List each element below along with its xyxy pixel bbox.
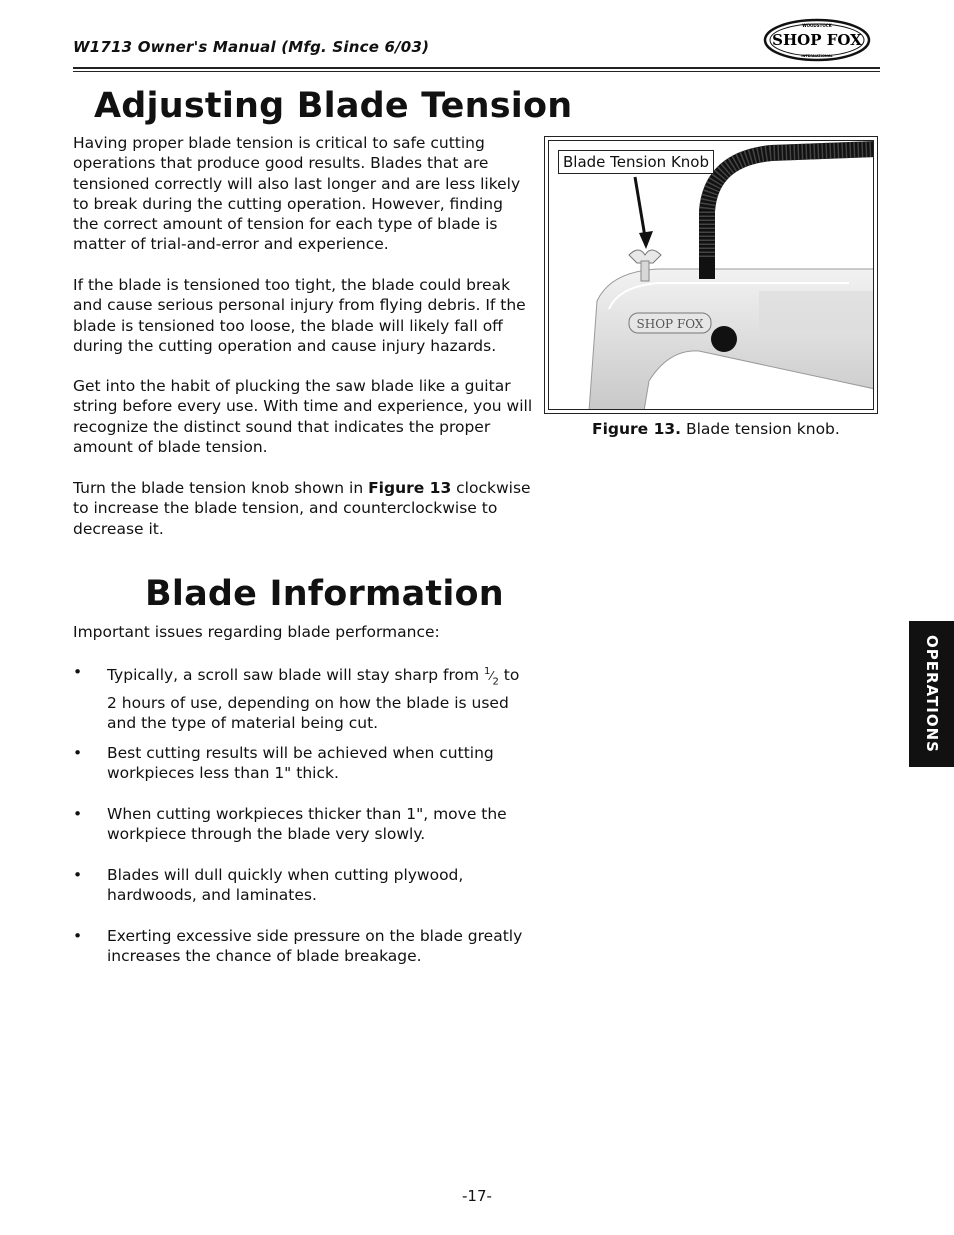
shop-fox-logo	[762, 18, 872, 62]
list-item-text: Best cutting results will be achieved when cutting workpieces less than 1" thick.	[107, 744, 494, 783]
bullet-mark: •	[73, 805, 83, 823]
list-item-text: When cutting workpieces thicker than 1", move the workpiece through the blade very slowly.	[107, 805, 507, 844]
scroll-saw-photo	[549, 141, 874, 410]
logo-arc-top: WOODSTOCK	[802, 23, 832, 28]
caption-label: Figure 13.	[592, 420, 682, 438]
b1-after: to 2 hours of use, depending on how the blade is used and the type of material being cut.	[107, 666, 520, 732]
bullet-mark: •	[73, 744, 83, 762]
b1-before: Typically, a scroll saw blade will stay sharp from	[107, 666, 485, 685]
figure-caption	[592, 420, 840, 438]
fraction-slash: ⁄	[490, 669, 493, 684]
figure-13	[544, 136, 878, 414]
caption-text: Blade tension knob.	[681, 420, 840, 438]
paragraph-3: Get into the habit of plucking the saw blade like a guitar string before every use. With time and experience, you will recognize the distinct sound that indicates the proper amount of blade tension.	[73, 377, 533, 456]
logo-text: SHOP FOX	[772, 31, 862, 49]
bullet-mark: •	[73, 927, 83, 945]
fraction-numerator: 1	[484, 666, 491, 677]
logo-arc-bottom: INTERNATIONAL	[801, 54, 833, 58]
paragraph-1: Having proper blade tension is critical to safe cutting operations that produce good results. Blades that are tensioned correctly will also last longer and are less likely to break during the cutting operation. However, finding the correct amount of tension for each type of blade is matter of trial-and-error and experience.	[73, 134, 521, 254]
manual-title: W1713 Owner's Manual (Mfg. Since 6/03)	[73, 38, 430, 56]
figure-reference: Figure 13	[368, 479, 452, 497]
list-item-text: Exerting excessive side pressure on the blade greatly increases the chance of blade breakage.	[107, 927, 523, 966]
list-item-text	[107, 662, 527, 733]
paragraph-2: If the blade is tensioned too tight, the blade could break and cause serious personal injury from flying debris. If the blade is tensioned too loose, the blade will likely fall off during the cutting operation and cause injury hazards.	[73, 276, 526, 355]
paragraph-4	[73, 478, 533, 539]
bullet-mark: •	[73, 663, 83, 681]
figure-callout: Blade Tension Knob	[558, 150, 714, 174]
header-rule	[73, 67, 880, 69]
list-item-text: Blades will dull quickly when cutting plywood, hardwoods, and laminates.	[107, 866, 464, 905]
section-heading-blade-tension: Adjusting Blade Tension	[94, 86, 573, 126]
blade-info-intro: Important issues regarding blade performance:	[73, 623, 440, 641]
fraction-denominator: 2	[492, 676, 499, 688]
photo-logo-text: SHOP FOX	[636, 317, 704, 331]
bullet-mark: •	[73, 866, 83, 884]
p4-before: Turn the blade tension knob shown in	[73, 479, 369, 497]
figure-photo	[548, 140, 874, 410]
p4-after: clockwise to increase the blade tension, and counterclockwise to decrease it.	[73, 479, 531, 538]
page-number: -17-	[462, 1187, 492, 1205]
side-tab-label: OPERATIONS	[922, 635, 941, 753]
header-rule-thin	[73, 71, 880, 72]
section-side-tab	[909, 621, 954, 767]
section-heading-blade-information: Blade Information	[145, 574, 504, 614]
